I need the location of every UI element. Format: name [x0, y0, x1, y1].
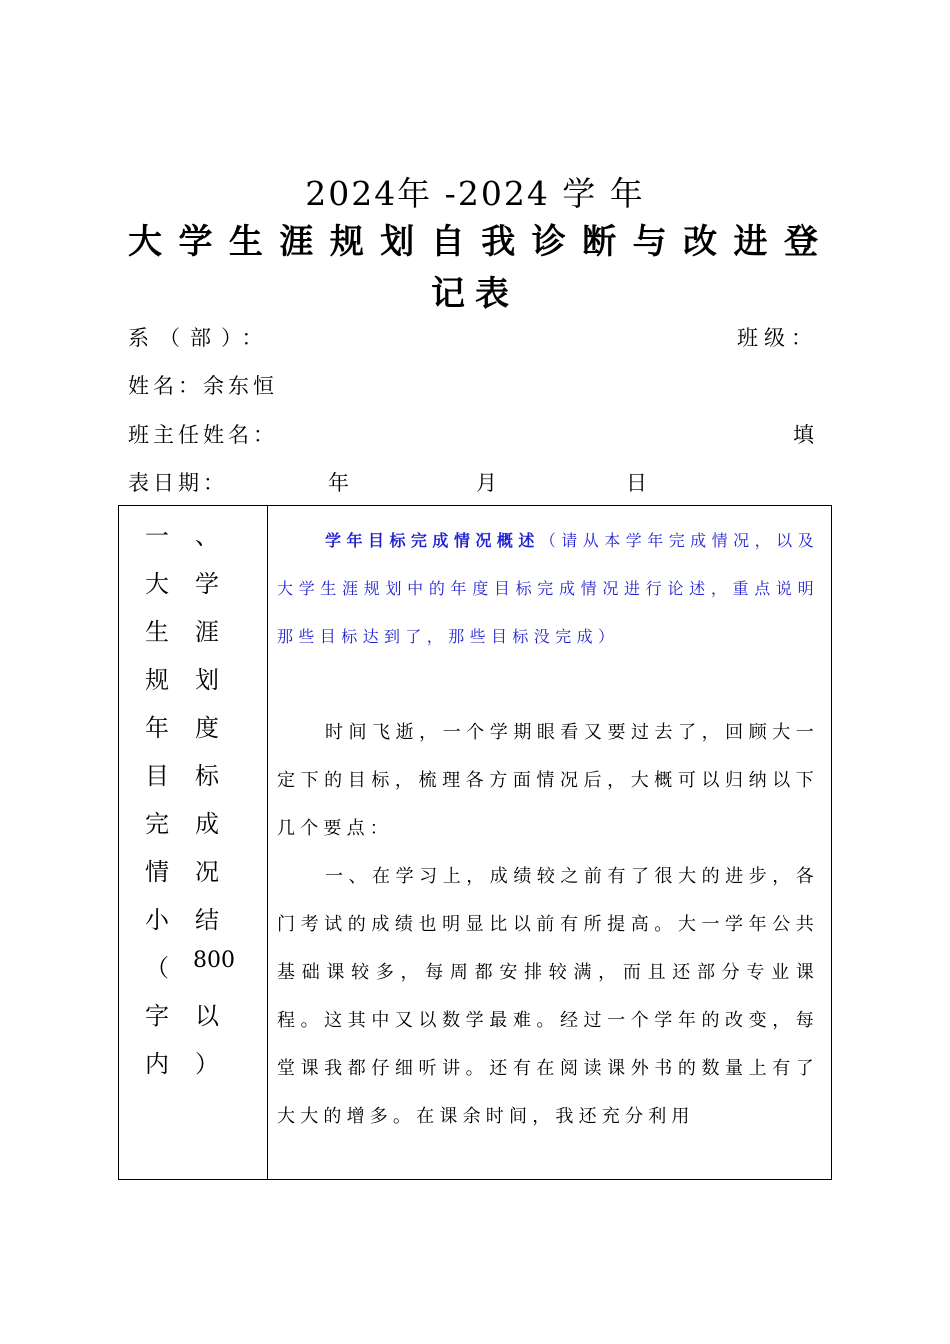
- teacher-row: [128, 419, 818, 449]
- title-main-line-end: 记表: [431, 274, 519, 314]
- column-divider: [267, 506, 268, 1179]
- instruction-heading: 学年目标完成情况概述: [325, 531, 540, 550]
- summary-paragraph-2: 一、在学习上，成绩较之前有了很大的进步，各门考试的成绩也明显比以前有所提高。大一学年公共基础课较多，每周都安排较满，而且还部分专业课程。这其中又以数学最难。经过一个学年的改变，每堂课我都仔细听讲。还有在阅读课外书的数量上有了大大的增多。在课余时间，我还充分利用: [277, 866, 819, 1127]
- heading-char: 字: [145, 1002, 169, 1030]
- heading-char: 大: [145, 570, 169, 598]
- student-name-label: 姓名：余东恒: [128, 374, 278, 398]
- heading-char: 成: [195, 810, 219, 838]
- heading-char: （: [145, 954, 169, 982]
- instruction-detail: （请从本学年完成情况，以及大学生涯规划中的年度目标完成情况进行论述，重点说明那些目标达到了，那些目标没完成）: [277, 531, 819, 646]
- section-content-column: [277, 517, 819, 1141]
- date-label: 表日期：: [128, 471, 228, 495]
- heading-char: 情: [145, 858, 169, 886]
- summary-table: [118, 505, 832, 1180]
- heading-char: 度: [195, 714, 219, 742]
- heading-char: 一: [145, 522, 169, 550]
- class-label: 班级：: [737, 326, 818, 350]
- date-day: 日: [626, 471, 651, 495]
- date-year: 年: [328, 471, 353, 495]
- heading-char: 以: [195, 1002, 219, 1030]
- heading-char: 、: [195, 522, 219, 550]
- title-main-line: 大学生涯规划自我诊断与改进登: [128, 222, 818, 262]
- heading-char: 规: [145, 666, 169, 694]
- heading-char: 结: [195, 906, 219, 934]
- heading-char: 目: [145, 762, 169, 790]
- heading-char: 内: [145, 1050, 169, 1078]
- department-class-row: [128, 322, 818, 352]
- heading-char: 学: [195, 570, 219, 598]
- summary-paragraph-1: 时间飞逝，一个学期眼看又要过去了，回顾大一定下的目标，梳理各方面情况后，大概可以归纳以下几个要点：: [277, 722, 819, 839]
- date-month: 月: [476, 471, 501, 495]
- heading-char: 小: [145, 906, 169, 934]
- department-label: 系（部）：: [128, 326, 273, 350]
- heading-char: 划: [195, 666, 219, 694]
- heading-char: 况: [195, 858, 219, 886]
- title-year-line: 2024年 -2024 学 年: [305, 174, 645, 213]
- teacher-label: 班主任姓名：: [128, 423, 278, 447]
- heading-char: 标: [195, 762, 219, 790]
- heading-char: 800: [193, 948, 235, 973]
- heading-char: 完: [145, 810, 169, 838]
- fill-word: 填: [793, 423, 818, 447]
- heading-char: 生: [145, 618, 169, 646]
- heading-char: 涯: [195, 618, 219, 646]
- instruction-text: [277, 517, 819, 661]
- heading-char: ）: [195, 1050, 219, 1078]
- heading-char: 年: [145, 714, 169, 742]
